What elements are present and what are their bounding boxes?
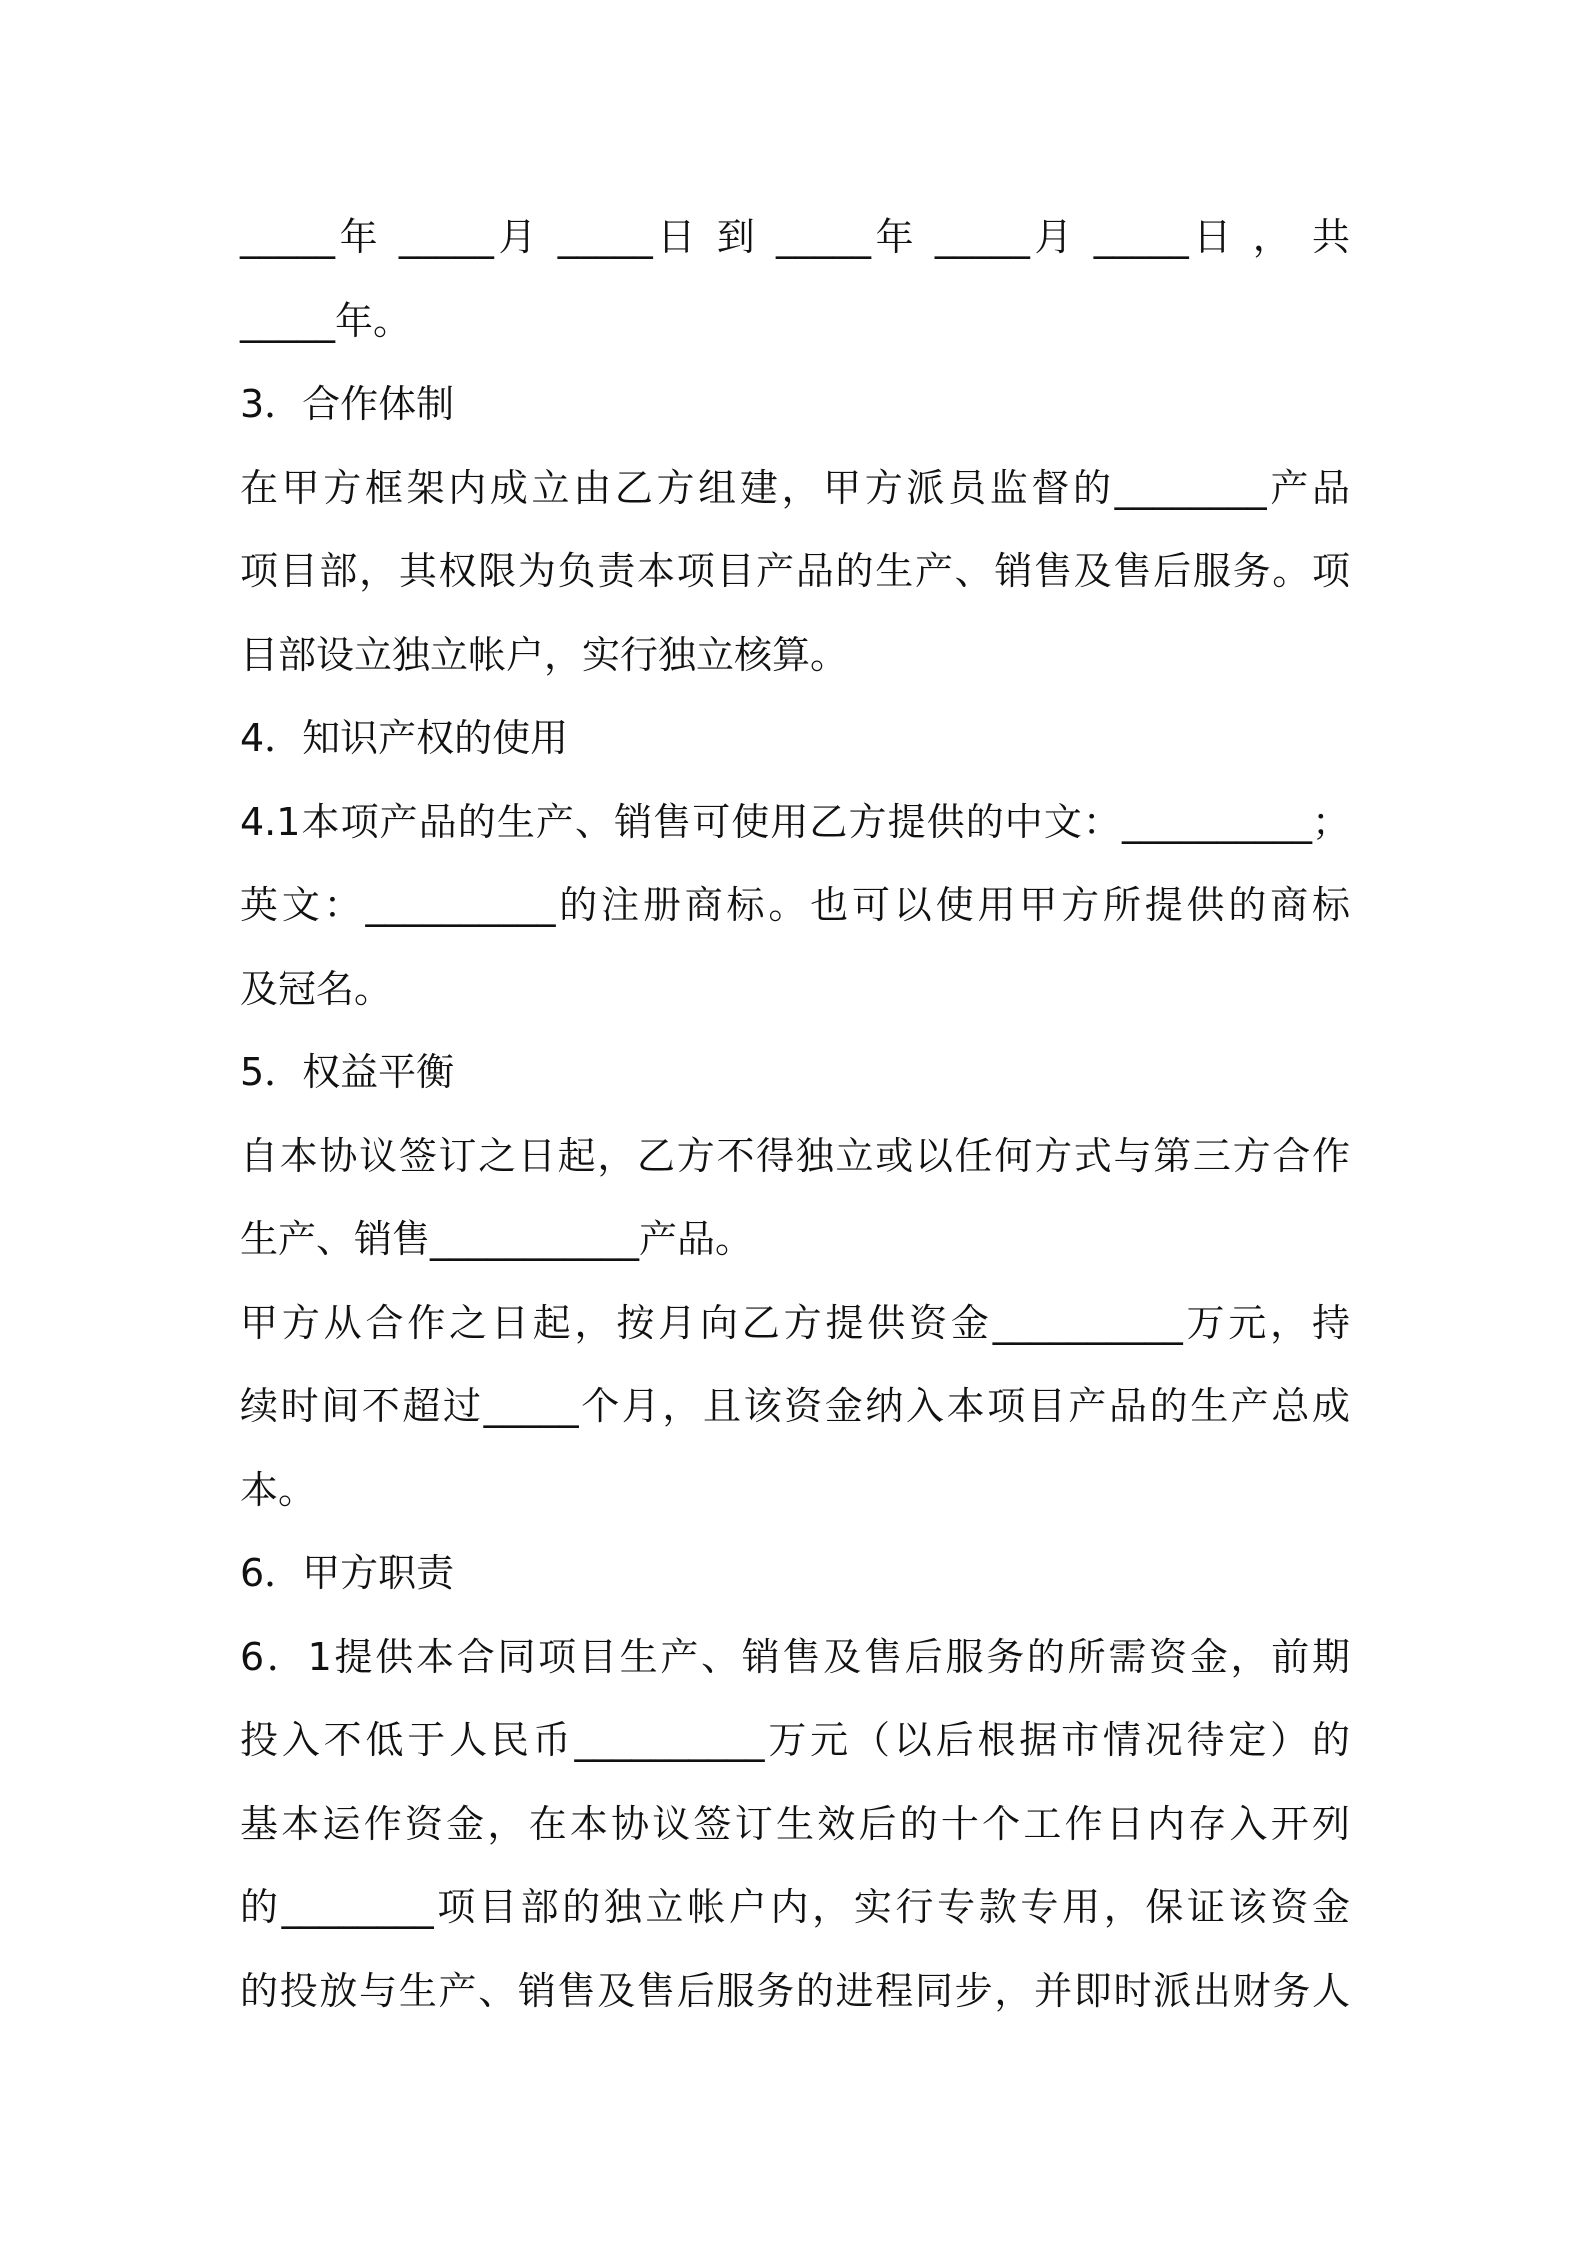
paragraph-line: 的投放与生产、销售及售后服务的进程同步，并即时派出财务人 <box>240 1968 1350 2013</box>
paragraph-line: 自本协议签订之日起，乙方不得独立或以任何方式与第三方合作 <box>240 1133 1350 1178</box>
paragraph-line: 项目部，其权限为负责本项目产品的生产、销售及售后服务。项 <box>240 549 1350 593</box>
paragraph-line: 英文：__________的注册商标。也可以使用甲方所提供的商标 <box>240 883 1350 927</box>
paragraph-line: 续时间不超过_____个月，且该资金纳入本项目产品的生产总成 <box>240 1384 1350 1428</box>
paragraph-line: 生产、销售___________产品。 <box>240 1217 754 1261</box>
paragraph-line: 及冠名。 <box>240 966 393 1011</box>
paragraph-line: 本。 <box>240 1467 317 1512</box>
section-heading: 6．甲方职责 <box>240 1551 455 1595</box>
section-heading: 4．知识产权的使用 <box>240 716 569 760</box>
paragraph-line: 投入不低于人民币__________万元（以后根据市情况待定）的 <box>240 1718 1350 1762</box>
paragraph-line: 目部设立独立帐户，实行独立核算。 <box>240 632 849 677</box>
paragraph-line: 基本运作资金，在本协议签订生效后的十个工作日内存入开列 <box>240 1801 1350 1846</box>
paragraph-line: 6．1提供本合同项目生产、销售及售后服务的所需资金，前期 <box>240 1634 1350 1679</box>
paragraph-line: 甲方从合作之日起，按月向乙方提供资金__________万元，持 <box>240 1300 1350 1345</box>
section-heading: 3．合作体制 <box>240 382 455 426</box>
paragraph-line: _____年 _____月 _____日 到 _____年 _____月 _____日 ， 共 <box>240 215 1350 259</box>
document-body <box>240 196 1350 2033</box>
paragraph-line: 在甲方框架内成立由乙方组建，甲方派员监督的________产品 <box>240 465 1350 510</box>
section-heading: 5．权益平衡 <box>240 1050 455 1094</box>
paragraph-line: _____年。 <box>240 298 412 343</box>
paragraph-line: 4.1本项产品的生产、销售可使用乙方提供的中文：__________； <box>240 799 1350 844</box>
paragraph-line: 的________项目部的独立帐户内，实行专款专用，保证该资金 <box>240 1885 1350 1929</box>
